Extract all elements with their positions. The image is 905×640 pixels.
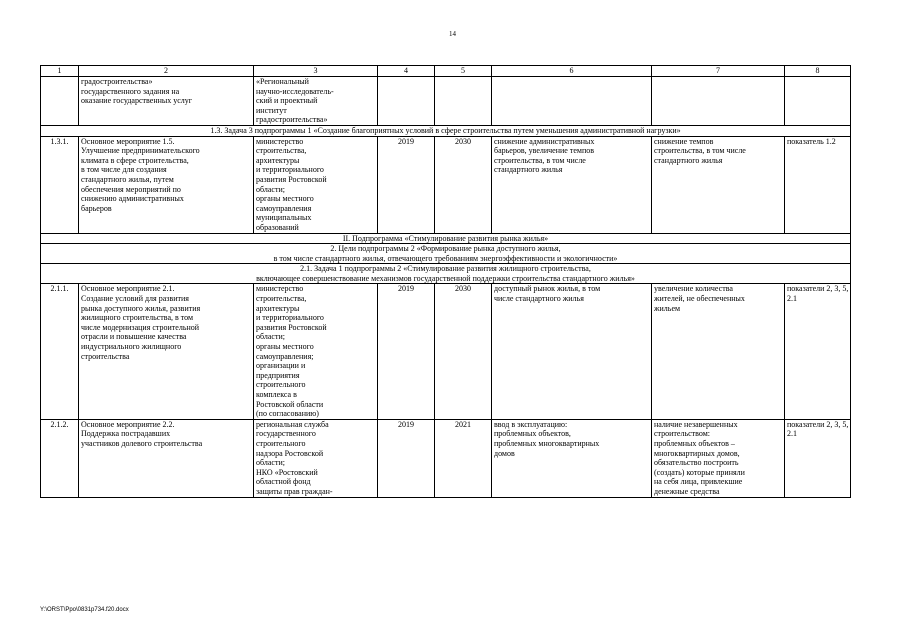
col-header-1: 1 (41, 66, 79, 77)
text-line: барьеров, увеличение темпов (494, 146, 595, 156)
text-line: архитектуры (256, 303, 300, 313)
cell-end-year: 2021 (435, 419, 492, 497)
col-header-6: 6 (492, 66, 652, 77)
text-line: области; (256, 458, 285, 468)
cell-consequences (652, 419, 785, 497)
text-line: комплекса в (256, 390, 297, 399)
cell-executor (254, 284, 378, 419)
cell-measure (79, 136, 254, 233)
col-header-4: 4 (378, 66, 435, 77)
col-header-7: 7 (652, 66, 785, 77)
text-line: Создание условий для развития (81, 294, 189, 304)
text-line: барьеров (81, 203, 112, 213)
cell-num (41, 77, 79, 126)
text-line: обязательство построить (654, 458, 739, 468)
section-heading: II. Подпрограмма «Стимулирование развития рынка жилья» (41, 233, 851, 244)
measures-table (40, 65, 851, 498)
text-line: строительства, (256, 146, 307, 156)
text-line: министерство (256, 136, 304, 146)
file-path-footer: Y:\ORST\Ppo\0831p734.f20.docx (40, 607, 129, 613)
text-line: организации и (256, 361, 306, 371)
text-line: 2.1 (787, 429, 797, 439)
text-line: предприятия (256, 370, 300, 380)
text-line: 2.1 (787, 294, 797, 304)
text-line: многоквартирных домов, (654, 448, 740, 458)
text-line: доступный рынок жилья, в том (494, 284, 601, 294)
text-line: ввод в эксплуатацию: (494, 419, 568, 429)
text-line: министерство (256, 284, 304, 294)
text-line: (создать) которые приняли (654, 467, 745, 477)
text-line: Поддержка пострадавших (81, 429, 171, 439)
table-row (41, 284, 851, 419)
text-line: в том числе для создания (81, 165, 167, 175)
section-row (41, 264, 851, 284)
cell-end-year: 2030 (435, 284, 492, 419)
cell-indicators (785, 284, 851, 419)
text-line: строительства, в том числе (654, 146, 746, 156)
text-line: областной фонд (256, 477, 311, 487)
cell-start-year: 2019 (378, 136, 435, 233)
text-line: стандартного жилья (494, 165, 563, 175)
text-line: денежные средства (654, 486, 720, 496)
section-row (41, 244, 851, 264)
cell-num: 2.1.2. (41, 419, 79, 497)
text-line: включающее совершенствование механизмов государственной поддержки строительства стандартного жилья» (256, 273, 635, 283)
cell-measure (79, 419, 254, 497)
text-line: строительного (256, 380, 306, 390)
text-line: области; (256, 184, 285, 194)
text-line: и территориального (256, 165, 324, 175)
col-header-8: 8 (785, 66, 851, 77)
text-line: органы местного (256, 342, 314, 352)
section-row (41, 125, 851, 136)
text-line: ский и проектный (256, 96, 318, 106)
text-line: строительством: (654, 429, 711, 439)
text-line: надзора Ростовской (256, 448, 324, 458)
text-line: климата в сфере строительства, (81, 155, 189, 165)
cell-executor (254, 136, 378, 233)
cell-indicators (785, 136, 851, 233)
text-line: наличие незавершенных (654, 419, 738, 429)
text-line: научно-исследователь- (256, 86, 334, 96)
text-line: показатели 2, 3, 5, (787, 419, 849, 429)
cell-num: 1.3.1. (41, 136, 79, 233)
text-line: отрасли и повышение качества (81, 332, 187, 342)
text-line: органы местного (256, 194, 314, 204)
text-line: рынка доступного жилья, развития (81, 303, 201, 313)
text-line: области; (256, 332, 285, 342)
cell-consequences (652, 284, 785, 419)
cell-start-year: 2019 (378, 419, 435, 497)
cell-num: 2.1.1. (41, 284, 79, 419)
text-line: развития Ростовской (256, 322, 327, 332)
text-line: в том числе стандартного жилья, отвечающего требованиям энергоэффективности и экологичности» (273, 253, 618, 263)
section-heading: 1.3. Задача 3 подпрограммы 1 «Создание благоприятных условий в сфере строительства путем уменьшения административной нагрузки» (41, 125, 851, 136)
cell-executor (254, 77, 378, 126)
cell-executor (254, 419, 378, 497)
text-line: региональная служба (256, 419, 329, 429)
text-line: стандартного жилья, путем (81, 174, 174, 184)
table-row (41, 419, 851, 497)
col-header-5: 5 (435, 66, 492, 77)
text-line: жильем (654, 303, 681, 313)
section-row (41, 233, 851, 244)
text-line: проблемных объектов, (494, 429, 571, 439)
text-line: жилищного строительства, в том (81, 313, 194, 323)
text-line: Основное мероприятие 2.2. (81, 419, 175, 429)
text-line: государственного задания на (81, 86, 180, 96)
text-line: и территориального (256, 313, 324, 323)
text-line: снижение темпов (654, 136, 714, 146)
text-line: жителей, не обеспеченных (654, 294, 745, 304)
cell-measure (79, 77, 254, 126)
cell-start-year: 2019 (378, 284, 435, 419)
text-line: проблемных объектов – (654, 438, 735, 448)
text-line: 2. Цели подпрограммы 2 «Формирование рынка доступного жилья, (330, 244, 561, 254)
text-line: проблемных многоквартирных (494, 438, 600, 448)
text-line: самоуправления (256, 203, 312, 213)
text-line: обеспечения мероприятий по (81, 184, 181, 194)
text-line: показатели 2, 3, 5, (787, 284, 849, 294)
text-line: строительного (256, 438, 306, 448)
text-line: образований (256, 222, 299, 232)
cell-end-year: 2030 (435, 136, 492, 233)
text-line: Основное мероприятие 2.1. (81, 284, 175, 294)
text-line: числе модернизация строительной (81, 322, 200, 332)
col-header-3: 3 (254, 66, 378, 77)
text-line: защиты прав граждан- (256, 486, 333, 496)
text-line: стандартного жилья (654, 155, 723, 165)
table-row (41, 136, 851, 233)
text-line: НКО «Ростовский (256, 467, 318, 477)
text-line: индустриального жилищного (81, 342, 182, 352)
cell-expected-result (492, 419, 652, 497)
text-line: Ростовской области (256, 399, 324, 409)
text-line: самоуправления; (256, 351, 314, 361)
text-line: градостроительства» (256, 115, 328, 125)
text-line: строительства, (256, 294, 307, 304)
text-line: муниципальных (256, 213, 312, 223)
text-line: снижению административных (81, 194, 184, 204)
text-line: увеличение количества (654, 284, 733, 294)
text-line: развития Ростовской (256, 174, 327, 184)
section-heading (41, 244, 851, 264)
text-line: участников долевого строительства (81, 438, 203, 448)
text-line: 2.1. Задача 1 подпрограммы 2 «Стимулирование развития жилищного строительства, (300, 264, 591, 274)
cell-expected-result (492, 136, 652, 233)
text-line: градостроительства» (81, 77, 153, 86)
text-line: институт (256, 105, 287, 115)
text-line: «Региональный (256, 77, 309, 86)
text-line: числе стандартного жилья (494, 294, 584, 304)
cell-expected-result (492, 284, 652, 419)
text-line: строительства, в том числе (494, 155, 586, 165)
cell-consequences (652, 136, 785, 233)
text-line: на себя лица, привлекшие (654, 477, 743, 487)
cell-indicators (785, 419, 851, 497)
section-heading (41, 264, 851, 284)
column-header-row (41, 66, 851, 77)
text-line: домов (494, 448, 515, 458)
text-line: снижение административных (494, 136, 595, 146)
text-line: архитектуры (256, 155, 300, 165)
text-line: оказание государственных услуг (81, 96, 193, 106)
col-header-2: 2 (79, 66, 254, 77)
text-line: показатель 1.2 (787, 136, 836, 146)
table-row-continuation (41, 77, 851, 126)
text-line: Улучшение предпринимательского (81, 146, 200, 156)
text-line: строительства (81, 351, 130, 361)
page-number: 14 (449, 30, 456, 38)
text-line: Основное мероприятие 1.5. (81, 136, 175, 146)
text-line: (по согласованию) (256, 409, 319, 419)
text-line: государственного (256, 429, 316, 439)
cell-measure (79, 284, 254, 419)
